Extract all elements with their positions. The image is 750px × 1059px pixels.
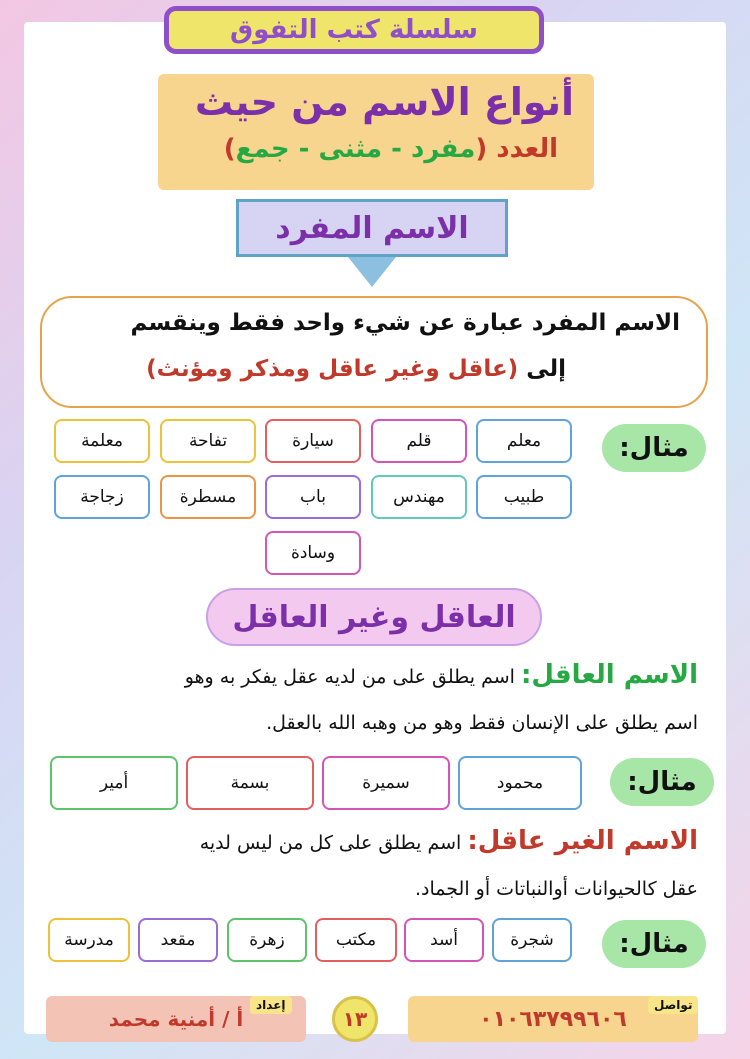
title-line2: [224, 134, 558, 164]
example-word: زهرة: [227, 918, 307, 962]
example-label: مثال:: [602, 424, 706, 472]
definition-box: [40, 296, 708, 408]
definition-prefix: إلى: [526, 356, 566, 382]
example-word: قلم: [371, 419, 467, 463]
title-terms: مفرد - مثنى - جمع: [235, 134, 476, 164]
series-title: سلسلة كتب التفوق: [164, 6, 544, 54]
example-word: باب: [265, 475, 361, 519]
definition-line2: [146, 356, 566, 382]
irrational-heading: الاسم الغير عاقل:: [467, 826, 698, 856]
definition-line1: الاسم المفرد عبارة عن شيء واحد فقط وينقسم: [130, 310, 680, 336]
author-name: أ / أمنية محمد: [46, 996, 306, 1042]
example-word: معلمة: [54, 419, 150, 463]
example-word: مسطرة: [160, 475, 256, 519]
title-prefix: العدد: [496, 134, 558, 164]
prepared-label: إعداد: [250, 996, 292, 1014]
example-word: مقعد: [138, 918, 218, 962]
example-word: طبيب: [476, 475, 572, 519]
singular-heading: الاسم المفرد: [236, 199, 508, 257]
title-box: [158, 74, 594, 190]
example-word: مدرسة: [48, 918, 130, 962]
contact-phone: ٠١٠٦٣٧٩٩٦٠٦: [408, 996, 698, 1042]
example-word: أسد: [404, 918, 484, 962]
example-word: سيارة: [265, 419, 361, 463]
example-word: أمير: [50, 756, 178, 810]
example-word: محمود: [458, 756, 582, 810]
example-word: مكتب: [315, 918, 397, 962]
example-word: سميرة: [322, 756, 450, 810]
rational-heading: الاسم العاقل:: [520, 660, 698, 690]
example-word: زجاجة: [54, 475, 150, 519]
example-label: مثال:: [602, 920, 706, 968]
example-word: تفاحة: [160, 419, 256, 463]
example-word: وسادة: [265, 531, 361, 575]
irrational-text1: اسم يطلق على كل من ليس لديه: [199, 832, 462, 854]
example-word: بسمة: [186, 756, 314, 810]
example-word: مهندس: [371, 475, 467, 519]
example-word: شجرة: [492, 918, 572, 962]
irrational-line2: عقل كالحيوانات أوالنباتات أو الجماد.: [415, 878, 698, 900]
example-word: معلم: [476, 419, 572, 463]
rational-line1: [185, 660, 698, 690]
irrational-line1: [200, 826, 698, 856]
down-arrow-icon: [348, 257, 396, 287]
example-label: مثال:: [610, 758, 714, 806]
contact-label: تواصل: [648, 996, 698, 1014]
definition-highlight: (عاقل وغير عاقل ومذكر ومؤنث): [146, 356, 519, 382]
page-number: ١٣: [332, 996, 378, 1042]
title-paren-open: (: [475, 134, 488, 164]
title-paren-close: ): [223, 134, 236, 164]
title-line1: أنواع الاسم من حيث: [194, 80, 574, 124]
section-heading: العاقل وغير العاقل: [206, 588, 542, 646]
rational-text1: اسم يطلق على من لديه عقل يفكر به وهو: [184, 666, 515, 688]
rational-line2: اسم يطلق على الإنسان فقط وهو من وهبه الله بالعقل.: [266, 712, 698, 734]
